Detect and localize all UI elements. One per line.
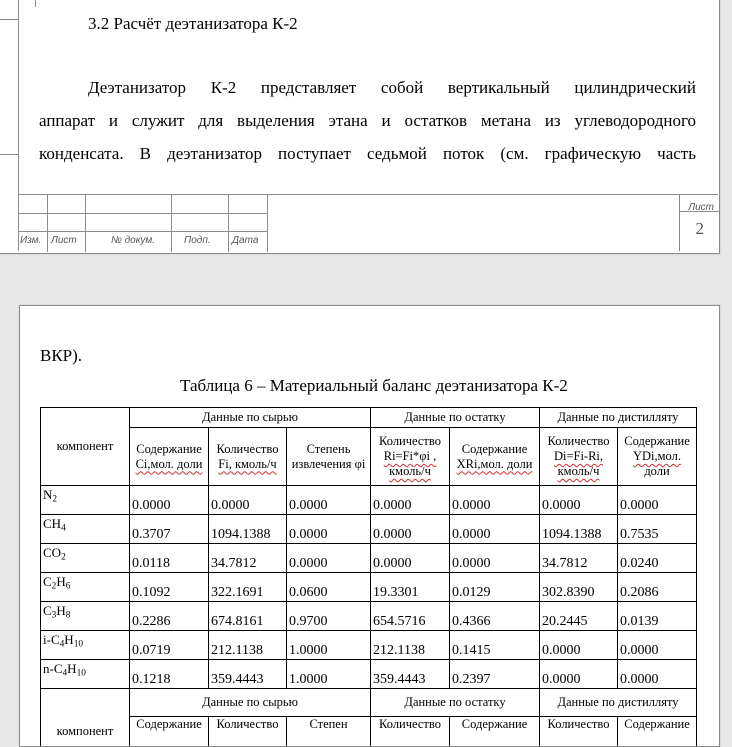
- table-row: [41, 515, 697, 544]
- document-page-2: [19, 305, 720, 747]
- table-row: [41, 573, 697, 602]
- table-cell-y: 0.0000: [618, 660, 697, 689]
- material-balance-table: [40, 407, 697, 747]
- table-cell-r: 359.4443: [371, 660, 450, 689]
- table-cell-phi: 0.0000: [287, 486, 371, 515]
- component-name: $n-C_4H_{10}$: [41, 660, 130, 689]
- component-name: $CO_2$: [41, 544, 130, 573]
- table-row: [41, 602, 697, 631]
- component-name: $C_2H_6$: [41, 573, 130, 602]
- header-content-c: Содержание: [130, 717, 209, 747]
- header-qty-d: Количество: [540, 717, 618, 747]
- table-cell-y: 0.2086: [618, 573, 697, 602]
- table-cell-f: 0.0000: [209, 486, 287, 515]
- table-cell-f: 212.1138: [209, 631, 287, 660]
- header-feed-group: Данные по сырью: [130, 408, 371, 428]
- stamp-label-podp: Подп.: [184, 235, 211, 246]
- table-cell-x: 0.0129: [450, 573, 540, 602]
- table-cell-r: 0.0000: [371, 544, 450, 573]
- table-cell-d: 302.8390: [540, 573, 618, 602]
- table-row: [41, 631, 697, 660]
- table-cell-c: 0.3707: [130, 515, 209, 544]
- table-cell-d: 20.2445: [540, 602, 618, 631]
- section-heading: 3.2 Расчёт деэтанизатора К-2: [88, 14, 298, 34]
- table-cell-y: 0.0000: [618, 486, 697, 515]
- header-content-y: Содержание: [618, 717, 697, 747]
- table-cell-y: 0.0139: [618, 602, 697, 631]
- header-residue-group: Данные по остатку: [371, 408, 540, 428]
- table-row: [41, 544, 697, 573]
- header-component: компонент: [41, 689, 130, 747]
- header-qty-d: Количество Di=Fi-Ri, кмоль/ч: [540, 428, 618, 486]
- table-cell-f: 322.1691: [209, 573, 287, 602]
- binder-line: [35, 0, 36, 7]
- header-degree: Степень извлечения φi: [287, 428, 371, 486]
- paragraph-continuation: ВКР).: [40, 346, 82, 366]
- table-cell-d: 0.0000: [540, 486, 618, 515]
- table-cell-c: 0.0000: [130, 486, 209, 515]
- header-content-c: Содержание Ci,мол. доли: [130, 428, 209, 486]
- table-cell-x: 0.4366: [450, 602, 540, 631]
- table-cell-c: 0.2286: [130, 602, 209, 631]
- table-cell-d: 34.7812: [540, 544, 618, 573]
- table-cell-phi: 0.0000: [287, 544, 371, 573]
- stamp-label-list: Лист: [51, 235, 77, 246]
- header-content-x: Содержание: [450, 717, 540, 747]
- table-cell-r: 0.0000: [371, 486, 450, 515]
- paragraph-line: конденсата. В деэтанизатор поступает седьмой поток (см. графическую часть: [39, 144, 696, 164]
- table-cell-x: 0.0000: [450, 515, 540, 544]
- component-name: $CH_4$: [41, 515, 130, 544]
- table-row: [41, 486, 697, 515]
- table-cell-r: 654.5716: [371, 602, 450, 631]
- table-cell-d: 0.0000: [540, 660, 618, 689]
- table-cell-phi: 0.9700: [287, 602, 371, 631]
- sheet-label: Лист: [688, 202, 714, 213]
- header-qty-f: Количество Fi, кмоль/ч: [209, 428, 287, 486]
- table-cell-phi: 1.0000: [287, 631, 371, 660]
- component-name: $N_2$: [41, 486, 130, 515]
- table-cell-y: 0.0000: [618, 631, 697, 660]
- header-distillate-group: Данные по дистилляту: [540, 689, 697, 717]
- table-cell-x: 0.1415: [450, 631, 540, 660]
- header-qty-f: Количество: [209, 717, 287, 747]
- table-caption: Таблица 6 – Материальный баланс деэтанизатора К-2: [180, 376, 568, 396]
- header-degree: Степен: [287, 717, 371, 747]
- title-block-stamp: [18, 194, 718, 252]
- header-qty-r: Количество: [371, 717, 450, 747]
- table-cell-r: 0.0000: [371, 515, 450, 544]
- table-cell-x: 0.0000: [450, 486, 540, 515]
- paragraph-line: аппарат и служит для выделения этана и остатков метана из углеводородного: [39, 111, 696, 131]
- table-cell-f: 34.7812: [209, 544, 287, 573]
- table-cell-c: 0.1092: [130, 573, 209, 602]
- component-name: $i-C_4H_{10}$: [41, 631, 130, 660]
- table-cell-c: 0.1218: [130, 660, 209, 689]
- sheet-box-border: [679, 194, 680, 251]
- table-cell-phi: 0.0000: [287, 515, 371, 544]
- component-name: $C_3H_8$: [41, 602, 130, 631]
- header-qty-r: Количество Ri=Fi*φi , кмоль/ч: [371, 428, 450, 486]
- table-cell-x: 0.2397: [450, 660, 540, 689]
- binder-mark: [0, 19, 18, 20]
- paragraph-line: Деэтанизатор К-2 представляет собой вертикальный цилиндрический: [88, 78, 696, 98]
- table-cell-f: 1094.1388: [209, 515, 287, 544]
- stamp-label-doc: № докум.: [111, 235, 155, 246]
- sheet-number: 2: [696, 219, 705, 239]
- table-cell-phi: 1.0000: [287, 660, 371, 689]
- table-cell-phi: 0.0600: [287, 573, 371, 602]
- header-content-y: Содержание YDi,мол. доли: [618, 428, 697, 486]
- table-cell-c: 0.0118: [130, 544, 209, 573]
- header-residue-group: Данные по остатку: [371, 689, 540, 717]
- table-cell-d: 1094.1388: [540, 515, 618, 544]
- table-cell-d: 0.0000: [540, 631, 618, 660]
- stamp-label-izm: Изм.: [20, 235, 41, 246]
- stamp-label-data: Дата: [232, 235, 258, 246]
- table-cell-f: 674.8161: [209, 602, 287, 631]
- document-page-1: [0, 0, 720, 254]
- table-cell-f: 359.4443: [209, 660, 287, 689]
- header-feed-group: Данные по сырью: [130, 689, 371, 717]
- header-component: компонент: [41, 408, 130, 486]
- table-cell-x: 0.0000: [450, 544, 540, 573]
- header-content-x: Содержание XRi,мол. доли: [450, 428, 540, 486]
- header-distillate-group: Данные по дистилляту: [540, 408, 697, 428]
- binder-mark: [0, 154, 18, 155]
- table-cell-r: 19.3301: [371, 573, 450, 602]
- table-cell-c: 0.0719: [130, 631, 209, 660]
- table-row: [41, 660, 697, 689]
- table-cell-y: 0.0240: [618, 544, 697, 573]
- table-cell-y: 0.7535: [618, 515, 697, 544]
- table-cell-r: 212.1138: [371, 631, 450, 660]
